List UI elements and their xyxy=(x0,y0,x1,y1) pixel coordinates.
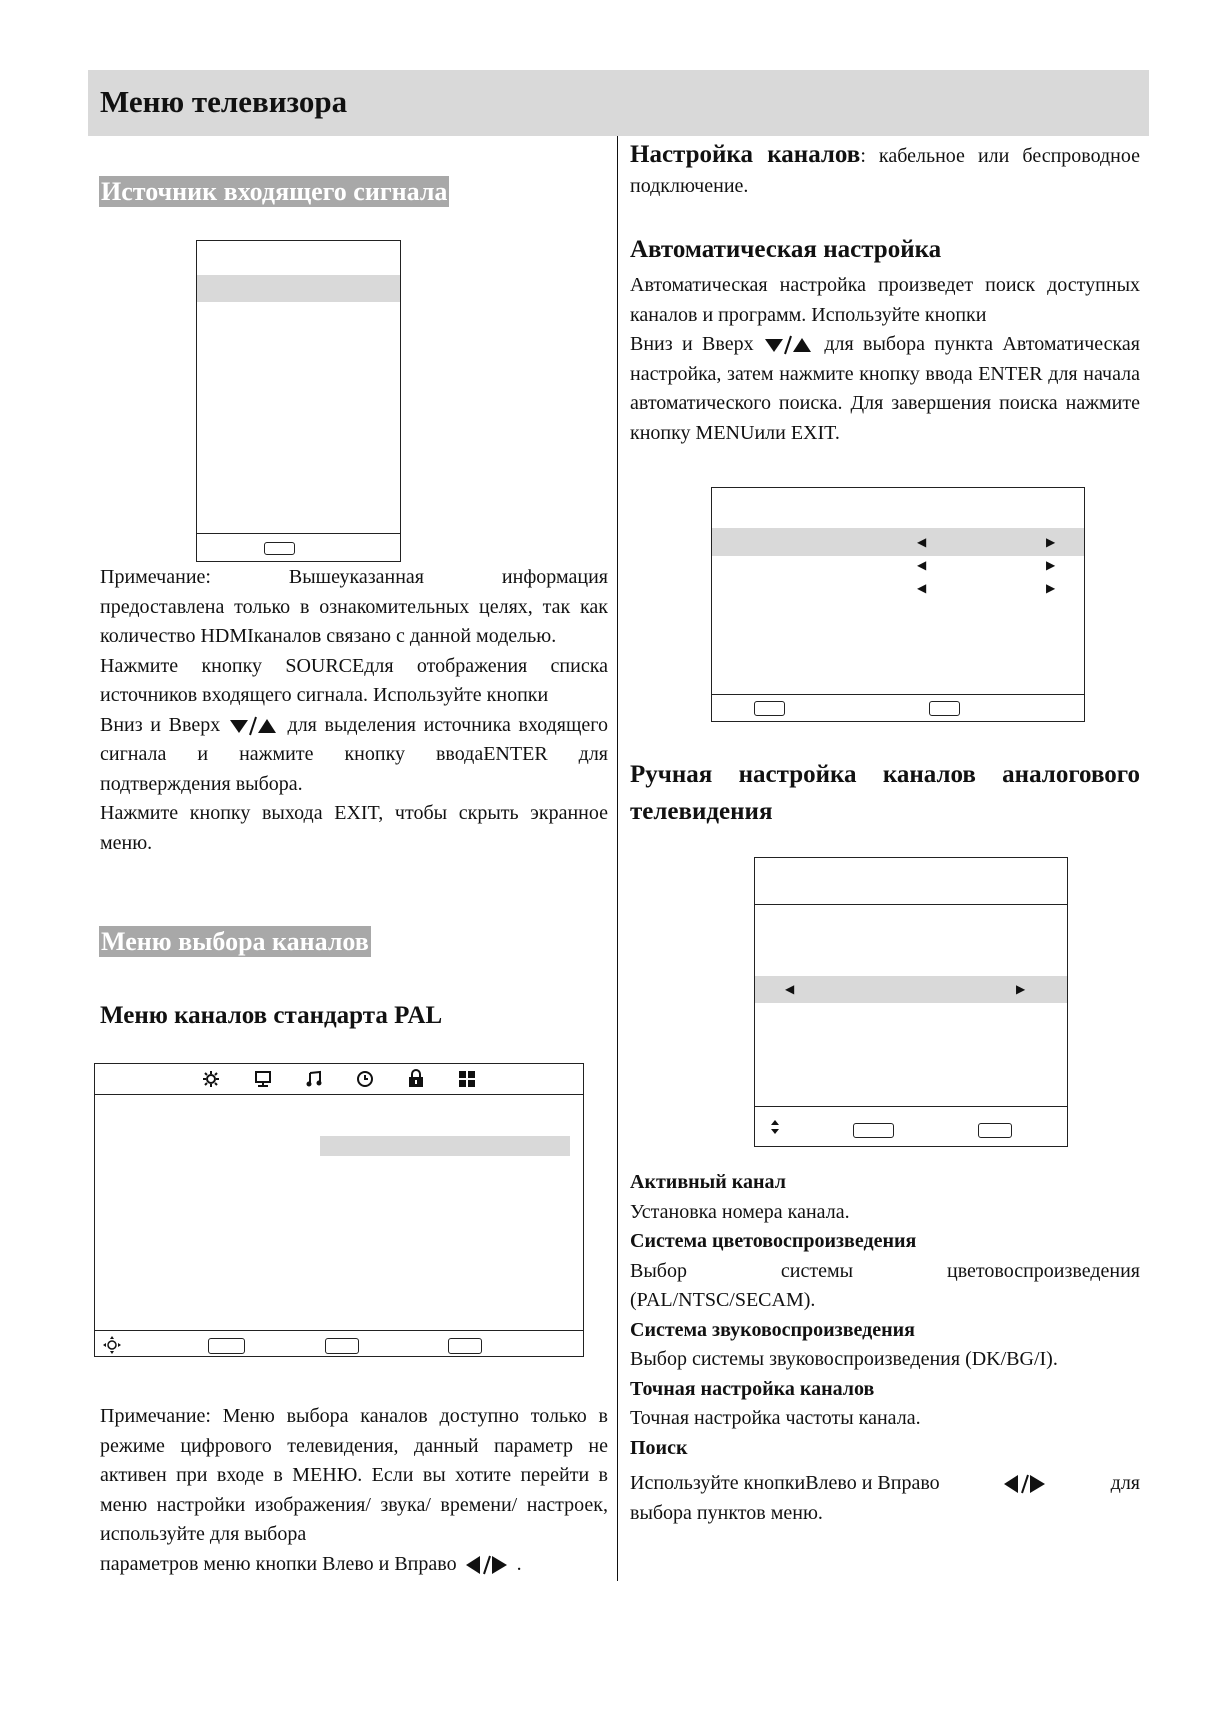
source-heading-wrap xyxy=(99,176,449,208)
pal-menu-button-icon xyxy=(325,1338,359,1354)
auto-tuning-menu-diagram xyxy=(711,487,1085,722)
clock-icon xyxy=(356,1070,374,1088)
auto-menu-button-icon xyxy=(754,701,785,716)
right-arrow-icon: ▶ xyxy=(1046,581,1056,595)
column-divider xyxy=(617,136,618,1581)
item-desc-active-channel: Установка номера канала. xyxy=(630,1200,850,1223)
manual-menu-button-icon xyxy=(978,1123,1012,1138)
right-arrow-icon: ▶ xyxy=(1016,982,1026,996)
pal-menu-tab-line xyxy=(95,1094,583,1095)
navigate-icon xyxy=(103,1336,121,1354)
item-desc-fine-tune: Точная настройка частоты канала. xyxy=(630,1407,921,1429)
pal-menu-footer-line xyxy=(95,1330,583,1331)
auto-heading: Автоматическая настройка xyxy=(630,236,942,263)
source-menu-footer-line xyxy=(197,533,400,534)
item-label-search: Поиск xyxy=(630,1436,688,1459)
source-instruction-2: Вниз и Вверх для выделения источника входящего сигнала и нажмите кнопку вводаENTER для подтверждения выбора. xyxy=(100,713,608,795)
channel-menu-heading: Меню выбора каналов xyxy=(101,927,369,956)
tuning-desc: : кабельное или беспроводное подключение. xyxy=(630,145,1140,197)
pal-note xyxy=(100,1402,608,1579)
source-menu-diagram xyxy=(196,240,401,562)
pal-menu-button-icon xyxy=(208,1338,245,1354)
music-icon xyxy=(305,1070,323,1088)
manual-heading: Ручная настройка каналов аналогового телевидения xyxy=(630,761,1140,825)
source-note-body: предоставлена только в ознакомительных целях, так как количество HDMIканалов связано с данной моделью. xyxy=(100,595,608,647)
auto-menu-footer-line xyxy=(712,694,1084,695)
manual-menu-button-icon xyxy=(853,1123,894,1138)
up-down-icon xyxy=(771,1120,779,1134)
manual-menu-header-line xyxy=(755,904,1067,905)
left-arrow-icon: ◀ xyxy=(785,982,795,996)
source-note xyxy=(100,563,608,858)
manual-tuning-menu-diagram xyxy=(754,857,1068,1147)
source-instruction-3: Нажмите кнопку выхода EXIT, чтобы скрыть экранное меню. xyxy=(100,802,608,854)
gear-icon xyxy=(202,1070,220,1088)
manual-items xyxy=(630,1168,1140,1528)
pal-heading: Меню каналов стандарта PAL xyxy=(100,1002,443,1029)
left-right-arrows-icon xyxy=(462,1553,512,1577)
source-menu-button-icon xyxy=(264,542,295,555)
pal-menu-button-icon xyxy=(448,1338,482,1354)
pal-menu-tabbar xyxy=(95,1064,583,1094)
tuning-intro xyxy=(630,140,1140,201)
source-instruction-1: Нажмите кнопку SOURCEдля отображения списка источников входящего сигнала. Используйте кнопки xyxy=(100,654,608,706)
item-label-fine-tune: Точная настройка каналов xyxy=(630,1377,875,1400)
source-note-first-line: Примечание: Вышеуказанная информация xyxy=(100,566,608,588)
left-arrow-icon: ◀ xyxy=(917,581,927,595)
down-up-arrows-icon xyxy=(228,714,280,738)
tuning-heading: Настройка каналов xyxy=(630,141,861,168)
right-arrow-icon: ▶ xyxy=(1046,558,1056,572)
page-title: Меню телевизора xyxy=(100,84,348,119)
source-menu-highlight xyxy=(197,275,400,302)
manual-heading-wrap xyxy=(630,756,1140,830)
item-label-sound-system: Система звуковоспроизведения xyxy=(630,1318,915,1341)
item-label-active-channel: Активный канал xyxy=(630,1171,786,1193)
search-instruction: Используйте кнопкиВлево и Вправо для xyxy=(630,1472,1140,1494)
item-desc-color-system: Выбор системы цветовоспроизведения (PAL/NTSC/SECAM). xyxy=(630,1259,1140,1311)
pal-menu-diagram xyxy=(94,1063,584,1357)
item-desc-sound-system: Выбор системы звуковоспроизведения (DK/BG/I). xyxy=(630,1348,1058,1370)
source-heading: Источник входящего сигнала xyxy=(101,177,448,206)
search-instruction-2: выбора пунктов меню. xyxy=(630,1501,823,1524)
down-up-arrows-icon xyxy=(763,333,815,357)
pal-note-body: Примечание: Меню выбора каналов доступно только в режиме цифрового телевидения, данный параметр не активен при входе в МЕНЮ. Если вы хотите перейти в меню настройки изображения/ звука/ времени/ настроек, используйте для выбора xyxy=(100,1405,608,1545)
manual-menu-footer-line xyxy=(755,1106,1067,1107)
auto-menu-button-icon xyxy=(929,701,960,716)
auto-paragraph: Автоматическая настройка произведет поиск доступных каналов и программ. Используйте кнопки Вниз и Вверх для выбора пункта Автоматическая настройка, затем нажмите кнопку ввода ENTER для начала автоматического поиска. Для завершения поиска нажмите кнопку MENUили EXIT. xyxy=(630,274,1141,444)
left-arrow-icon: ◀ xyxy=(917,535,927,549)
lock-icon xyxy=(407,1069,425,1088)
left-arrow-icon: ◀ xyxy=(917,558,927,572)
left-right-arrows-icon xyxy=(1000,1472,1050,1496)
monitor-icon xyxy=(254,1070,272,1088)
pal-menu-highlight xyxy=(320,1136,570,1156)
item-label-color-system: Система цветовоспроизведения xyxy=(630,1230,917,1252)
auto-menu-highlight xyxy=(712,528,1084,556)
channel-menu-heading-wrap xyxy=(99,926,371,958)
grid-icon xyxy=(458,1070,476,1088)
right-arrow-icon: ▶ xyxy=(1046,535,1056,549)
pal-note-last-line: параметров меню кнопки Влево и Вправо . xyxy=(100,1550,608,1580)
